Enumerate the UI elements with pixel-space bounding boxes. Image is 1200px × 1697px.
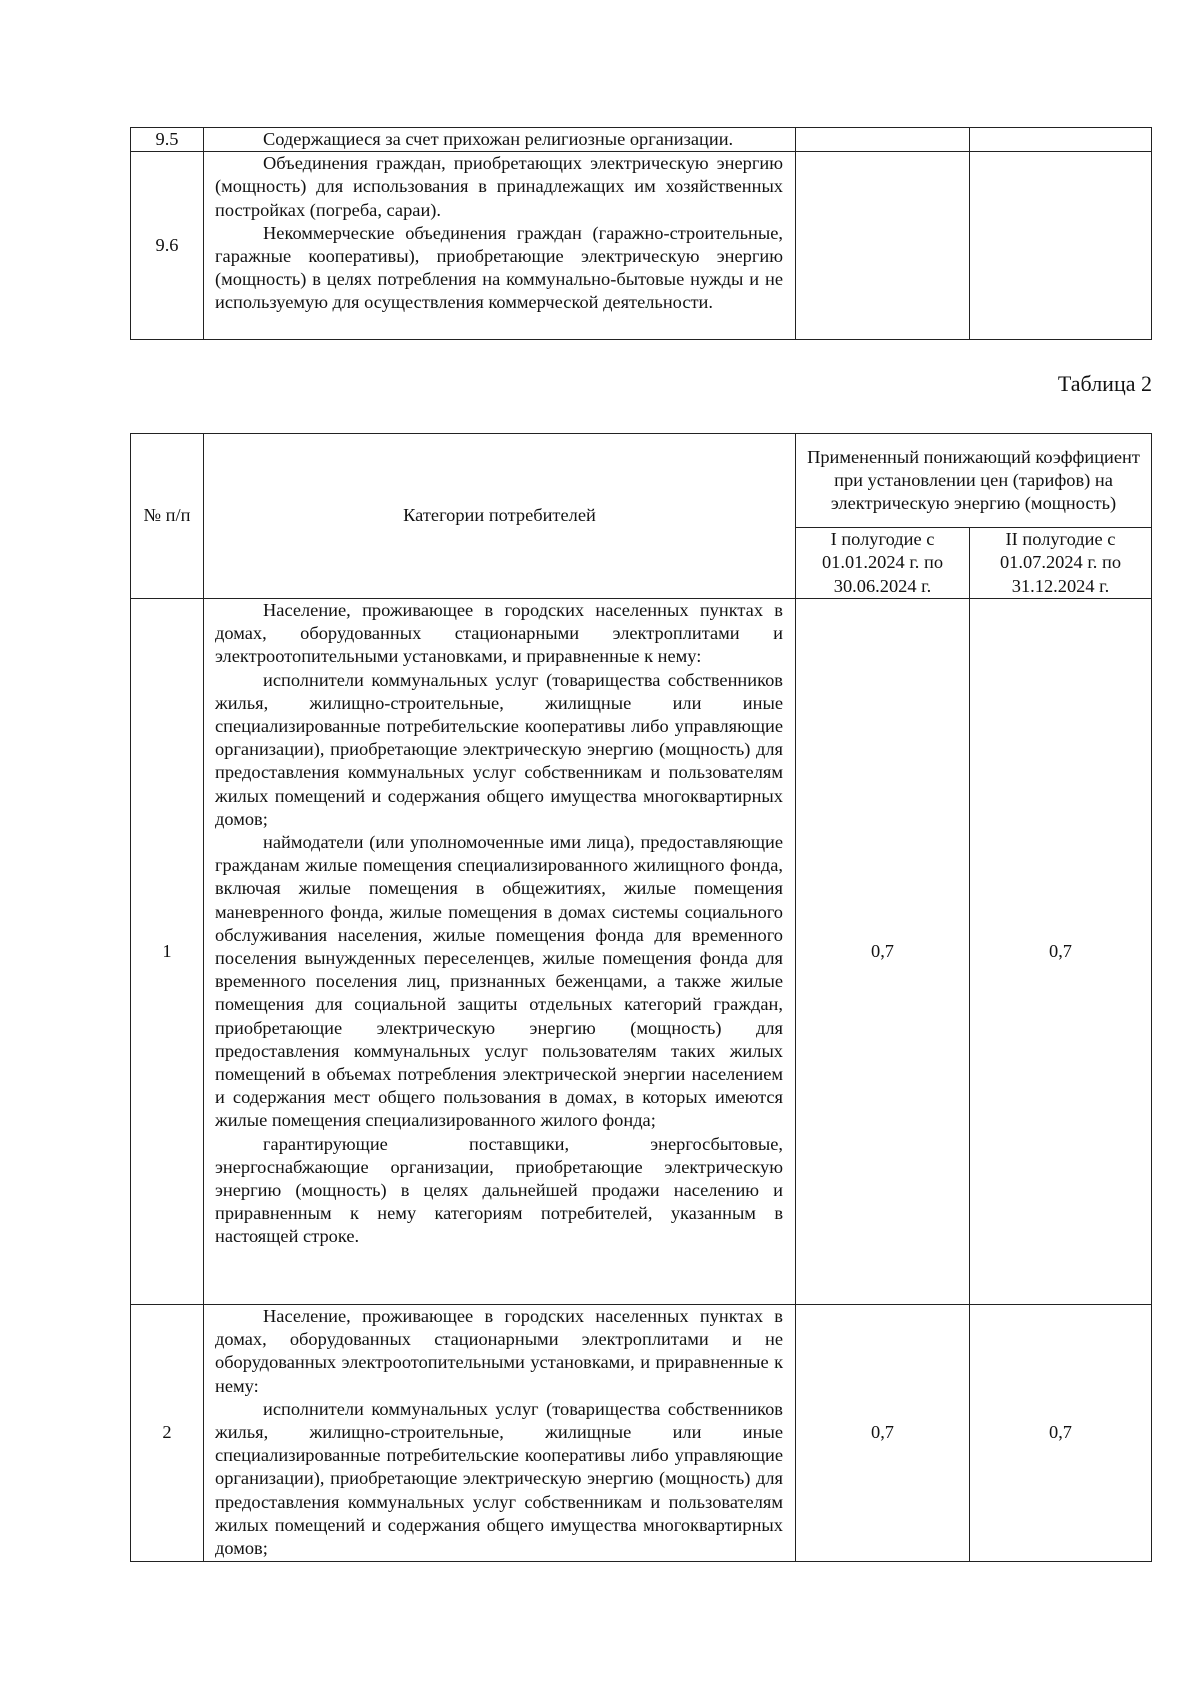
- category-paragraph: исполнители коммунальных услуг (товарищества собственников жилья, жилищно-строительные, жилищные или иные специализированные потребительские кооперативы либо управляющие организации), приобретающие электрическую энергию (мощность) для предоставления коммунальных услуг собственникам и пользователям жилых помещений и содержания общего имущества многоквартирных домов;: [215, 1398, 783, 1559]
- category-paragraph: Население, проживающее в городских населенных пунктах в домах, оборудованных стационарными электроплитами и не оборудованных электроотопительными установками, и приравненные к нему:: [215, 1306, 783, 1396]
- category-paragraph: Содержащиеся за счет прихожан религиозные организации.: [263, 129, 734, 149]
- category-text: [204, 599, 796, 1305]
- header-num: № п/п: [131, 434, 204, 599]
- category-paragraph: исполнители коммунальных услуг (товарищества собственников жилья, жилищно-строительные, жилищные или иные специализированные потребительские кооперативы либо управляющие организации), приобретающие электрическую энергию (мощность) для предоставления коммунальных услуг собственникам и пользователям жилых помещений и содержания общего имущества многоквартирных домов;: [215, 669, 783, 829]
- value-cell-h1: [796, 152, 970, 340]
- table-row: [131, 128, 1152, 152]
- row-number: 9.6: [131, 152, 204, 340]
- table-row: [131, 1305, 1152, 1562]
- category-text: [204, 128, 796, 152]
- value-cell-h2: [970, 152, 1152, 340]
- coefficient-value-h2: 0,7: [970, 599, 1152, 1305]
- header-row: [131, 434, 1152, 528]
- row-number: 9.5: [131, 128, 204, 152]
- category-paragraph: Объединения граждан, приобретающих электрическую энергию (мощность) для использования в принадлежащих им хозяйственных постройках (погреба, сараи).: [215, 153, 783, 220]
- header-category: Категории потребителей: [204, 434, 796, 599]
- value-cell-h1: [796, 128, 970, 152]
- header-coefficient: Примененный понижающий коэффициент при установлении цен (тарифов) на электрическую энергию (мощность): [796, 434, 1152, 528]
- continuation-table: [130, 127, 1152, 340]
- category-paragraph: гарантирующие поставщики, энергосбытовые, энергоснабжающие организации, приобретающие электрическую энергию (мощность) в целях дальнейшей продажи населению и приравненным к нему категориям потребителей, указанным в настоящей строке.: [215, 1133, 783, 1247]
- category-paragraph: Некоммерческие объединения граждан (гаражно-строительные, гаражные кооперативы), приобретающие электрическую энергию (мощность) в целях потребления на коммунально-бытовые нужды и не используемую для осуществления коммерческой деятельности.: [215, 222, 783, 313]
- row-number: 1: [131, 599, 204, 1305]
- header-half2: II полугодие с 01.07.2024 г. по 31.12.2024 г.: [970, 528, 1152, 599]
- coefficients-table: [130, 433, 1152, 1562]
- table-title: Таблица 2: [1057, 371, 1152, 396]
- value-cell-h2: [970, 128, 1152, 152]
- category-paragraph: Население, проживающее в городских населенных пунктах в домах, оборудованных стационарными электроплитами и электроотопительными установками, и приравненные к нему:: [215, 600, 783, 667]
- table-row: [131, 152, 1152, 340]
- coefficient-value-h1: 0,7: [796, 599, 970, 1305]
- coefficient-value-h1: 0,7: [796, 1305, 970, 1562]
- table-row: [131, 599, 1152, 1305]
- row-number: 2: [131, 1305, 204, 1562]
- category-paragraph: наймодатели (или уполномоченные ими лица), предоставляющие гражданам жилые помещения специализированного жилищного фонда, включая жилые помещения в общежитиях, жилые помещения маневренного фонда, жилые помещения в домах системы социального обслуживания населения, жилые помещения фонда для временного поселения вынужденных переселенцев, жилые помещения фонда для временного поселения лиц, признанных беженцами, а также жилые помещения для социальной защиты отдельных категорий граждан, приобретающие электрическую энергию (мощность) для предоставления коммунальных услуг пользователям таких жилых помещений в объемах потребления электрической энергии населением и содержания мест общего пользования в домах, в которых имеются жилые помещения специализированного жилого фонда;: [215, 832, 783, 1131]
- category-text: [204, 1305, 796, 1562]
- category-text: [204, 152, 796, 340]
- header-half1: I полугодие с 01.01.2024 г. по 30.06.2024 г.: [796, 528, 970, 599]
- coefficient-value-h2: 0,7: [970, 1305, 1152, 1562]
